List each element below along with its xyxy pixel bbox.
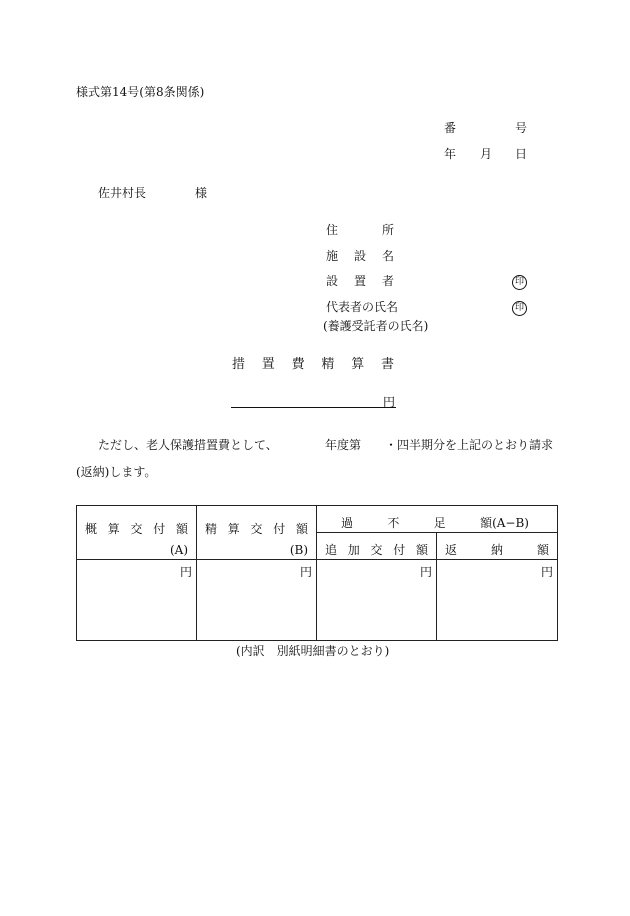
date-year: 年: [444, 147, 457, 161]
trustee-label: (養護受託者の氏名): [323, 319, 429, 333]
facility-label: [326, 250, 394, 262]
header-refund-amount: [437, 533, 558, 560]
header-char: 交: [370, 543, 383, 557]
title-char: 書: [380, 357, 394, 372]
body-text-line2: (返納)します。: [76, 465, 157, 479]
facility-char: 設: [353, 249, 366, 263]
header-char: 精: [205, 522, 218, 536]
seal-installer: [512, 274, 527, 290]
header-char: 交: [130, 522, 143, 536]
date-month: 月: [480, 147, 493, 161]
doc-number-label: 番: [444, 121, 457, 135]
header-char: 不: [387, 516, 400, 530]
seal-representative: [512, 300, 527, 316]
header-char: 返: [445, 543, 458, 557]
header-char: 交: [250, 522, 263, 536]
date-day: 日: [515, 147, 528, 161]
header-char: 納: [490, 543, 503, 557]
body-text-a: ただし、老人保護措置費として、: [98, 438, 278, 452]
header-char: 追: [325, 543, 338, 557]
header-settled-amount: [197, 506, 317, 560]
cell-provisional-amount: [77, 560, 197, 641]
seal-mark: 印: [512, 301, 527, 316]
addressee-name: 佐井村長: [98, 186, 147, 200]
header-difference-group: [317, 506, 558, 533]
address-char: 所: [381, 223, 394, 237]
amount-unit: 円: [383, 395, 396, 409]
yen-unit: 円: [419, 565, 432, 579]
header-char: 付: [153, 522, 166, 536]
header-char: 付: [273, 522, 286, 536]
representative-label: 代表者の氏名: [326, 300, 399, 314]
addressee-honorific: 様: [195, 186, 208, 200]
header-char: 付: [393, 543, 406, 557]
header-char: 概: [85, 522, 98, 536]
cell-refund-amount: [437, 560, 558, 641]
header-ref-a: (A): [169, 543, 188, 557]
header-char: 額: [536, 543, 549, 557]
title-char: 措: [232, 357, 246, 372]
seal-mark: 印: [512, 275, 527, 290]
address-char: 住: [326, 223, 339, 237]
settlement-table: [76, 505, 558, 641]
header-char: 額: [415, 543, 428, 557]
body-text-c: ・四半期分を上記のとおり請求: [385, 438, 554, 452]
header-char: 額: [295, 522, 308, 536]
header-char: 算: [227, 522, 240, 536]
header-char: 額(A−B): [480, 516, 529, 530]
installer-label: [326, 275, 394, 287]
facility-char: 施: [326, 249, 339, 263]
facility-char: 名: [381, 249, 394, 263]
title-char: 算: [351, 357, 365, 372]
yen-unit: 円: [540, 565, 553, 579]
body-text-b: 年度第: [325, 438, 362, 452]
installer-char: 者: [381, 274, 394, 288]
form-number: 様式第14号(第8条関係): [76, 85, 205, 99]
title-char: 置: [261, 357, 275, 372]
header-char: 算: [107, 522, 120, 536]
address-label: [326, 224, 394, 236]
yen-unit: 円: [299, 565, 312, 579]
document-title: [232, 358, 394, 371]
cell-additional-payment: [317, 560, 437, 641]
installer-char: 設: [326, 274, 339, 288]
header-char: 加: [347, 543, 360, 557]
header-char: 過: [341, 516, 354, 530]
header-char: 足: [433, 516, 446, 530]
header-char: 額: [175, 522, 188, 536]
yen-unit: 円: [179, 565, 192, 579]
installer-char: 置: [353, 274, 366, 288]
title-char: 費: [291, 357, 305, 372]
doc-number-suffix: 号: [515, 121, 528, 135]
amount-underline: [231, 407, 396, 408]
header-ref-b: (B): [289, 543, 308, 557]
header-provisional-amount: [77, 506, 197, 560]
cell-settled-amount: [197, 560, 317, 641]
footnote: (内訳 別紙明細書のとおり): [236, 644, 390, 658]
header-additional-payment: [317, 533, 437, 560]
title-char: 精: [321, 357, 335, 372]
